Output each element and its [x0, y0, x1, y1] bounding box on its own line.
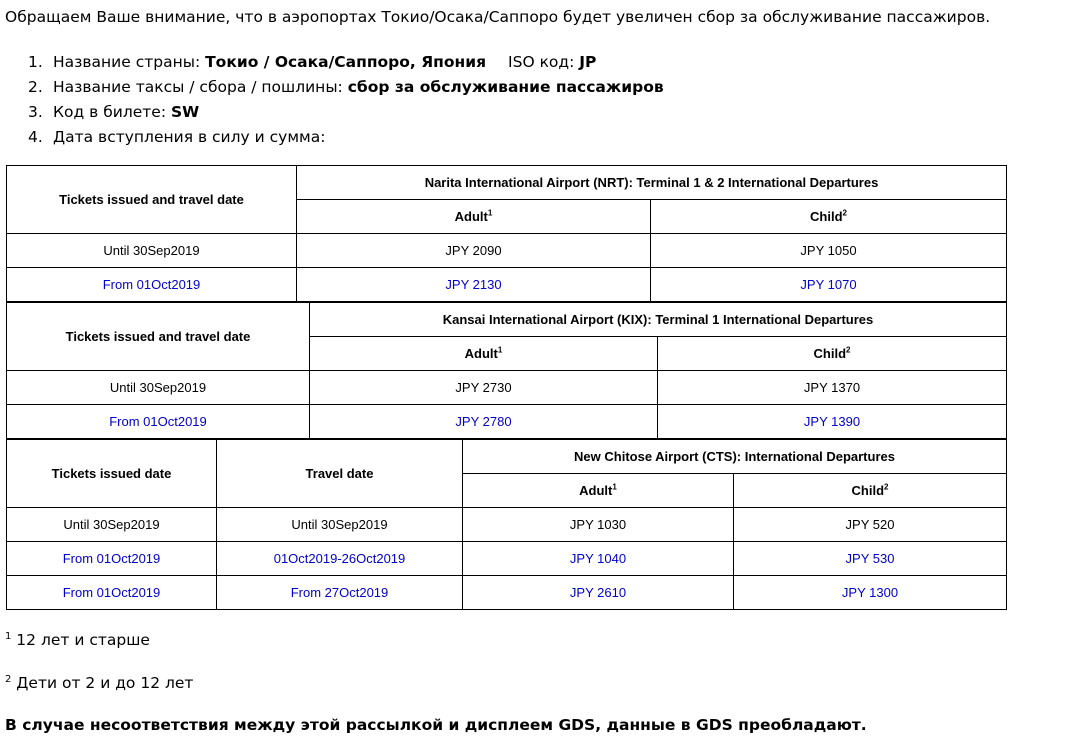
child-header: Child$^2$: [651, 200, 1007, 234]
date-cell: Until 30Sep2019: [7, 234, 297, 268]
list-item-effective-date: [28, 125, 664, 150]
adult-fee-cell: JPY 2130: [297, 268, 651, 302]
adult-fee-cell: JPY 2610: [463, 576, 734, 610]
adult-fee-cell: JPY 1030: [463, 508, 734, 542]
date-cell: Until 30Sep2019: [7, 371, 310, 405]
footnote-child: $^2$ Дети от 2 и до 12 лет: [5, 673, 194, 692]
adult-fee-cell: JPY 1040: [463, 542, 734, 576]
issued-cell: Until 30Sep2019: [7, 508, 217, 542]
list-label: Код в билете:: [53, 103, 171, 121]
travel-column-header: Travel date: [217, 440, 463, 508]
adult-fee-cell: JPY 2730: [310, 371, 658, 405]
list-value: Токио / Осака/Саппоро, Япония: [205, 53, 487, 71]
adult-header: Adult$^1$: [463, 474, 734, 508]
iso-label: ISO код:: [508, 53, 580, 71]
adult-fee-cell: JPY 2780: [310, 405, 658, 439]
date-cell: From 01Oct2019: [7, 268, 297, 302]
intro-text: Обращаем Ваше внимание, что в аэропортах Токио/Осака/Саппоро будет увеличен сбор за обслуживание пассажиров.: [5, 8, 991, 26]
child-fee-cell: JPY 520: [734, 508, 1007, 542]
list-value: SW: [170, 103, 200, 121]
list-item-tax-name: [28, 75, 664, 100]
table-row: [7, 405, 1007, 439]
child-fee-cell: JPY 1050: [651, 234, 1007, 268]
child-fee-cell: JPY 1300: [734, 576, 1007, 610]
table-row: [7, 371, 1007, 405]
table-row: [7, 508, 1007, 542]
child-header: Child$^2$: [734, 474, 1007, 508]
list-label: Название таксы / сбора / пошлины:: [53, 78, 348, 96]
list-label: Название страны:: [53, 53, 206, 71]
list-value: сбор за обслуживание пассажиров: [347, 78, 664, 96]
list-number: 2.: [28, 78, 43, 96]
date-column-header: Tickets issued and travel date: [7, 303, 310, 371]
child-fee-cell: JPY 1070: [651, 268, 1007, 302]
list-item-ticket-code: [28, 100, 664, 125]
list-number: 3.: [28, 103, 43, 121]
kix-fee-table: [6, 302, 1007, 439]
table-row: [7, 234, 1007, 268]
date-column-header: Tickets issued and travel date: [7, 166, 297, 234]
list-item-country: [28, 50, 664, 75]
table-row: [7, 268, 1007, 302]
info-list: [28, 50, 664, 150]
travel-cell: From 27Oct2019: [217, 576, 463, 610]
table-header-row: [7, 166, 1007, 200]
airport-header: Narita International Airport (NRT): Terminal 1 & 2 International Departures: [297, 166, 1007, 200]
table-header-row: [7, 440, 1007, 474]
date-cell: From 01Oct2019: [7, 405, 310, 439]
adult-header: Adult$^1$: [297, 200, 651, 234]
issued-cell: From 01Oct2019: [7, 576, 217, 610]
child-fee-cell: JPY 1390: [658, 405, 1007, 439]
nrt-fee-table: [6, 165, 1007, 302]
issued-column-header: Tickets issued date: [7, 440, 217, 508]
list-label: Дата вступления в силу и сумма:: [53, 128, 326, 146]
footnote-adult: $^1$ 12 лет и старше: [5, 630, 150, 649]
travel-cell: Until 30Sep2019: [217, 508, 463, 542]
table-row: [7, 542, 1007, 576]
issued-cell: From 01Oct2019: [7, 542, 217, 576]
table-row: [7, 576, 1007, 610]
gds-disclaimer: В случае несоответствия между этой рассылкой и дисплеем GDS, данные в GDS преобладают.: [5, 716, 867, 734]
airport-header: Kansai International Airport (KIX): Terminal 1 International Departures: [310, 303, 1007, 337]
list-number: 1.: [28, 53, 43, 71]
travel-cell: 01Oct2019-26Oct2019: [217, 542, 463, 576]
airport-header: New Chitose Airport (CTS): International Departures: [463, 440, 1007, 474]
adult-header: Adult$^1$: [310, 337, 658, 371]
list-number: 4.: [28, 128, 43, 146]
cts-fee-table: [6, 439, 1007, 610]
table-header-row: [7, 303, 1007, 337]
child-fee-cell: JPY 1370: [658, 371, 1007, 405]
child-header: Child$^2$: [658, 337, 1007, 371]
child-fee-cell: JPY 530: [734, 542, 1007, 576]
adult-fee-cell: JPY 2090: [297, 234, 651, 268]
iso-value: JP: [579, 53, 597, 71]
